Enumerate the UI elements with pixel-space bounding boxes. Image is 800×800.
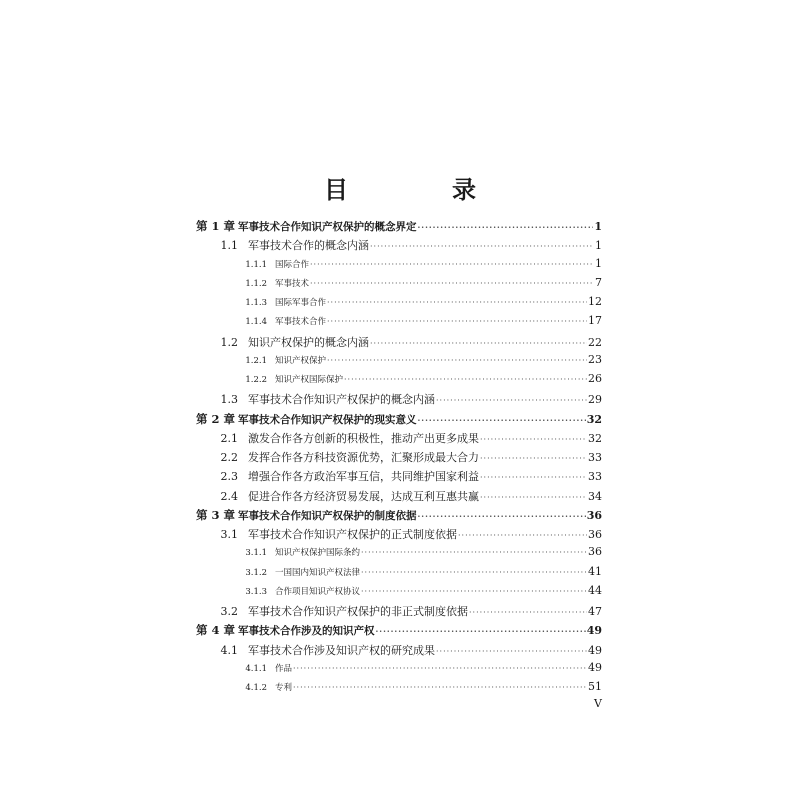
toc-entry-number: 2.4 [220, 489, 238, 503]
toc-leader-dots [418, 222, 594, 232]
toc-leader-dots [480, 473, 587, 482]
toc-entry-page: 49 [588, 660, 602, 674]
toc-leader-dots [327, 317, 587, 326]
toc-leader-dots [370, 242, 594, 251]
toc-entry-page: 36 [588, 528, 602, 541]
toc-subsection-entry [196, 257, 602, 270]
toc-entry-label: 军事技术合作的概念内涵 [248, 239, 369, 253]
toc-entry-label: 军事技术 [275, 278, 310, 289]
toc-entry-page: 33 [588, 451, 602, 464]
toc-entry-number: 第 2 章 [196, 411, 236, 426]
toc-entry-page: 33 [588, 470, 602, 484]
toc-entry-label: 一国国内知识产权法律 [275, 567, 361, 578]
toc-entry-label: 军事技术合作知识产权保护的现实意义 [238, 413, 417, 426]
toc-entry-number: 3.2 [220, 605, 238, 618]
toc-entry-label: 军事技术合作知识产权保护的制度依据 [238, 509, 417, 522]
toc-leader-dots [418, 415, 586, 425]
toc-entry-label: 知识产权国际保护 [275, 375, 344, 385]
toc-subsection-entry [196, 545, 602, 558]
toc-leader-dots [458, 531, 587, 540]
toc-entry-number: 1.1.2 [245, 278, 267, 289]
page-number-roman: V [594, 697, 602, 710]
toc-entry-label: 军事技术合作涉及知识产权的研究成果 [248, 643, 435, 657]
toc-leader-dots [418, 511, 586, 521]
toc-chapter-entry [196, 218, 602, 234]
toc-section-entry [196, 237, 602, 253]
toc-entry-number: 3.1.3 [245, 586, 267, 597]
toc-entry-number: 1.1.4 [245, 317, 267, 328]
toc-leader-dots [469, 608, 587, 617]
toc-subsection-entry [196, 372, 602, 385]
toc-entry-page: 1 [594, 220, 602, 233]
toc-entry-label: 发挥合作各方科技资源优势，汇聚形成最大合力 [248, 451, 479, 464]
toc-section-entry [196, 526, 602, 542]
toc-entry-number: 1.3 [220, 393, 238, 407]
toc-entry-label: 知识产权保护的概念内涵 [248, 335, 369, 349]
toc-entry-number: 3.1.2 [245, 567, 267, 578]
toc-entry-page: 23 [588, 352, 602, 366]
toc-entry-page: 32 [588, 431, 602, 445]
toc-entry-label: 军事技术合作涉及的知识产权 [238, 625, 375, 638]
toc-leader-dots [361, 587, 587, 596]
toc-entry-page: 47 [588, 605, 602, 618]
toc-entry-number: 2.2 [220, 451, 238, 464]
toc-leader-dots [310, 260, 594, 269]
toc-entry-label: 军事技术合作知识产权保护的概念界定 [238, 221, 417, 233]
toc-entry-number: 第 4 章 [196, 623, 236, 638]
toc-leader-dots [327, 298, 587, 307]
toc-entry-label: 激发合作各方创新的积极性，推动产出更多成果 [248, 431, 479, 445]
toc-entry-number: 1.2.2 [245, 375, 267, 385]
toc-entry-label: 增强合作各方政治军事互信，共同维护国家利益 [248, 470, 479, 484]
toc-subsection-entry [196, 584, 602, 597]
toc-subsection-entry [196, 314, 602, 327]
toc-entry-label: 国际合作 [275, 259, 310, 270]
toc-leader-dots [480, 454, 587, 463]
toc-leader-dots [293, 664, 587, 673]
toc-subsection-entry [196, 295, 602, 308]
toc-leader-dots [361, 568, 587, 577]
toc-section-entry [196, 449, 602, 465]
toc-entry-page: 49 [586, 624, 602, 638]
toc-leader-dots [376, 626, 586, 636]
toc-entry-number: 4.1.1 [245, 663, 267, 674]
toc-chapter-entry [196, 411, 602, 427]
toc-entry-page: 51 [588, 680, 602, 693]
toc-leader-dots [344, 375, 587, 384]
toc-leader-dots [293, 683, 587, 692]
toc-entry-page: 36 [588, 545, 602, 559]
toc-entry-number: 第 3 章 [196, 507, 236, 522]
toc-entry-page: 49 [588, 643, 602, 657]
toc-entry-page: 36 [586, 508, 602, 522]
toc-leader-dots [480, 435, 587, 444]
toc-entry-page: 22 [588, 335, 602, 349]
toc-entry-number: 4.1.2 [245, 683, 267, 693]
toc-entry-page: 41 [588, 564, 602, 578]
toc-entry-page: 1 [595, 256, 602, 270]
toc-entry-number: 1.1 [220, 239, 238, 253]
toc-entry-number: 4.1 [220, 643, 238, 657]
toc-leader-dots [327, 356, 587, 365]
toc-entry-number: 1.2.1 [245, 355, 267, 366]
toc-leader-dots [361, 548, 587, 557]
toc-subsection-entry [196, 565, 602, 578]
toc-entry-label: 合作项目知识产权协议 [275, 586, 361, 597]
toc-chapter-entry [196, 507, 602, 523]
toc-entry-number: 3.1 [220, 528, 238, 541]
toc-leader-dots [480, 493, 587, 502]
toc-section-entry [196, 430, 602, 446]
toc-entry-page: 44 [588, 583, 602, 597]
toc-leader-dots [310, 279, 594, 288]
toc-entry-number: 2.3 [220, 470, 238, 484]
toc-entry-label: 军事技术合作 [275, 317, 327, 328]
toc-entry-page: 12 [588, 295, 602, 308]
toc-entry-number: 1.1.3 [245, 298, 267, 308]
toc-subsection-entry [196, 353, 602, 366]
toc-section-entry [196, 642, 602, 658]
toc-entry-number: 2.1 [220, 431, 238, 445]
toc-section-entry [196, 334, 602, 350]
toc-entry-label: 专利 [275, 683, 293, 693]
toc-entry-number: 第 1 章 [196, 219, 236, 233]
toc-entry-label: 知识产权保护 [275, 355, 327, 366]
toc-section-entry [196, 391, 602, 407]
toc-entry-page: 34 [588, 489, 602, 503]
toc-section-entry [196, 603, 602, 619]
toc-section-entry [196, 488, 602, 504]
toc-entry-label: 促进合作各方经济贸易发展，达成互利互惠共赢 [248, 489, 479, 503]
toc-entry-label: 军事技术合作知识产权保护的概念内涵 [248, 393, 435, 407]
toc-subsection-entry [196, 276, 602, 289]
toc-entry-page: 29 [588, 393, 602, 407]
toc-section-entry [196, 468, 602, 484]
toc-subsection-entry [196, 661, 602, 674]
toc-leader-dots [370, 339, 587, 348]
toc-title: 目 录 [324, 175, 516, 204]
toc-entry-page: 17 [588, 314, 602, 328]
toc-entry-page: 1 [595, 239, 602, 253]
toc-leader-dots [436, 396, 587, 405]
toc-entry-label: 军事技术合作知识产权保护的非正式制度依据 [248, 605, 468, 618]
toc-entry-label: 知识产权保护国际条约 [275, 548, 361, 559]
toc-entry-page: 7 [595, 275, 602, 289]
toc-subsection-entry [196, 680, 602, 693]
toc-entry-page: 26 [588, 372, 602, 385]
toc-entry-label: 军事技术合作知识产权保护的正式制度依据 [248, 528, 457, 541]
toc-entry-number: 3.1.1 [245, 548, 267, 559]
toc-leader-dots [436, 647, 587, 656]
toc-entry-number: 1.1.1 [245, 259, 267, 270]
toc-entry-number: 1.2 [220, 335, 238, 349]
toc-entry-label: 国际军事合作 [275, 298, 327, 308]
toc-entry-label: 作品 [275, 663, 293, 674]
toc-entry-page: 32 [586, 412, 602, 426]
toc-chapter-entry [196, 622, 602, 638]
